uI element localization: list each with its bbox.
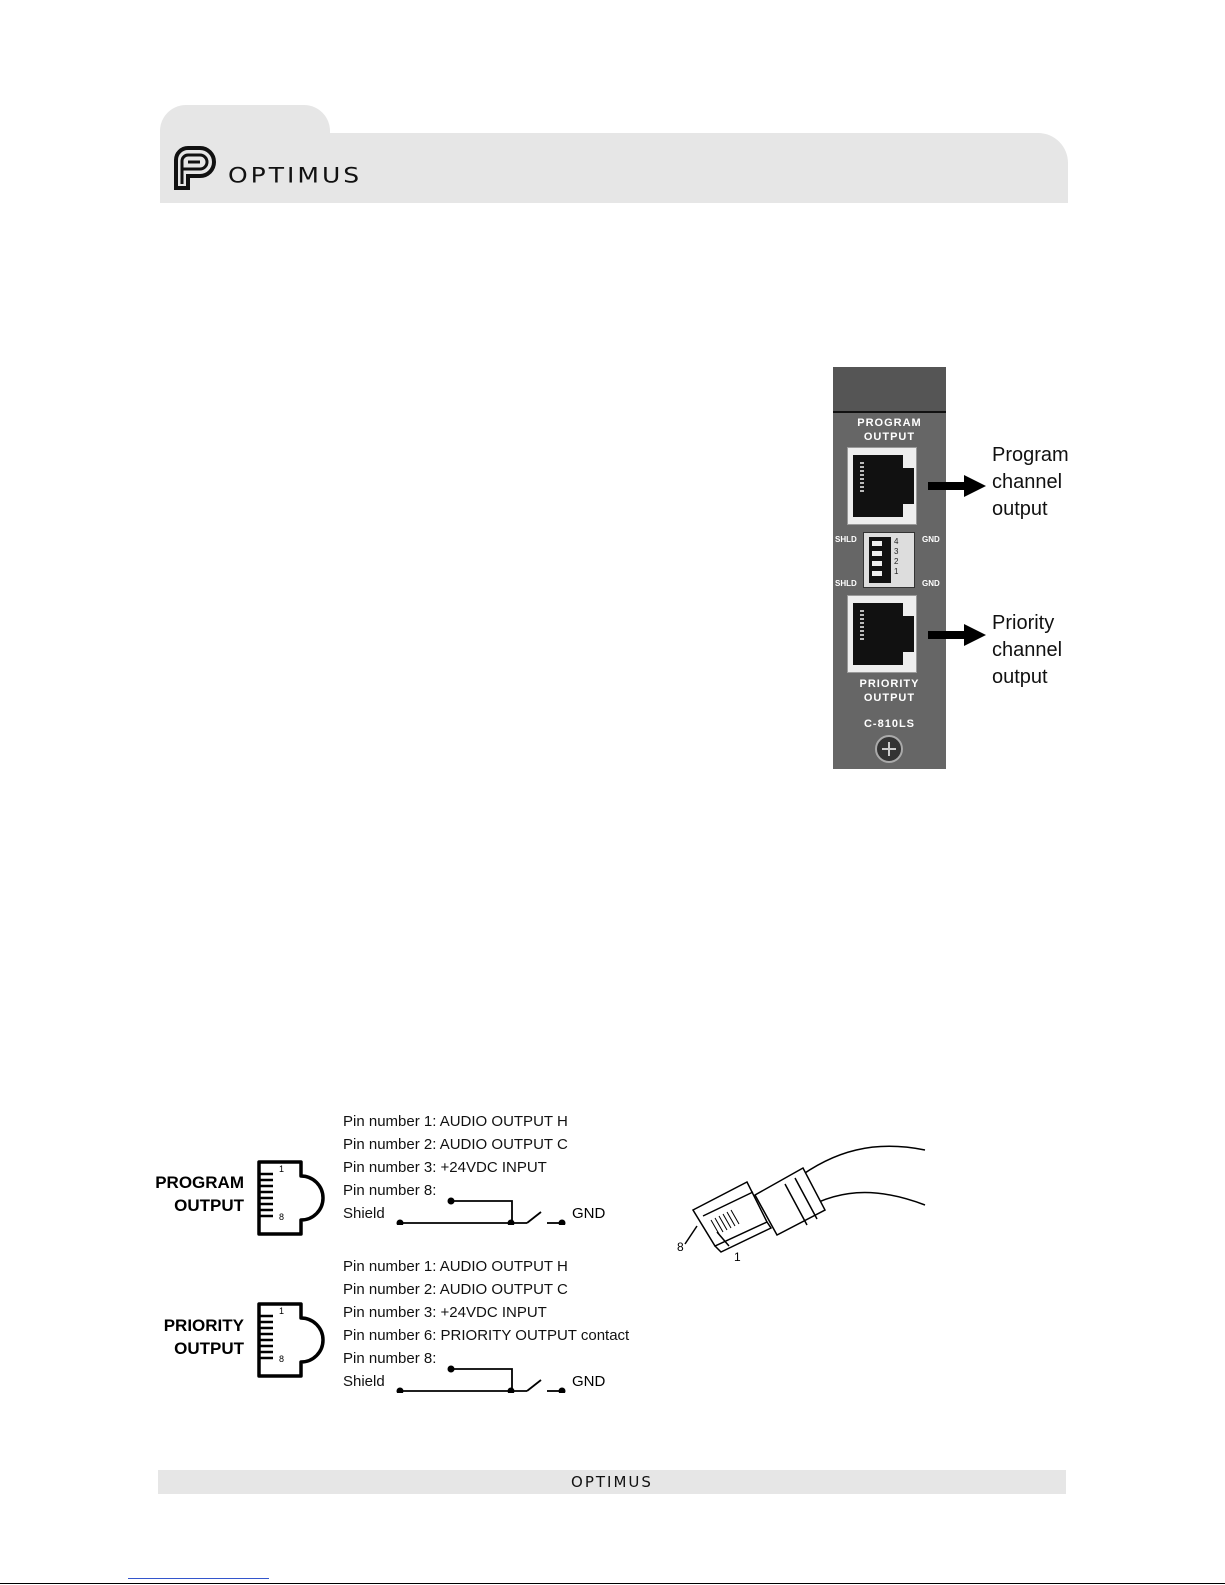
panel-divider [833, 411, 946, 413]
program-callout: Program channel output [992, 444, 1069, 520]
program-pin-line-8: Pin number 8: [343, 1182, 437, 1199]
optimus-logo-icon [170, 144, 218, 192]
panel-screw-icon [875, 735, 903, 763]
bottom-link-underline [128, 1578, 269, 1579]
dip-switch-3 [872, 551, 882, 556]
footer-bar [158, 1470, 1066, 1494]
gnd-label-bottom: GND [922, 579, 940, 588]
dip-number-2: 2 [894, 557, 899, 566]
priority-relay-contact-diagram [395, 1358, 575, 1393]
plug-pin-1-label: 1 [734, 1250, 741, 1264]
panel-program-label-2: OUTPUT [863, 431, 916, 443]
priority-shield-line: Shield [343, 1373, 385, 1390]
priority-pin-line-1: Pin number 1: AUDIO OUTPUT H [343, 1258, 568, 1275]
priority-arrow-icon [928, 624, 986, 646]
program-jack-pin-1: 1 [279, 1164, 285, 1174]
module-front-panel [833, 367, 946, 769]
dip-switch [863, 532, 915, 588]
dip-number-3: 3 [894, 547, 899, 556]
priority-pin-line-3: Pin number 3: +24VDC INPUT [343, 1304, 547, 1321]
dip-number-1: 1 [894, 567, 899, 576]
priority-gnd-label: GND [572, 1373, 606, 1390]
priority-output-jack [847, 595, 917, 673]
program-pin-line-3: Pin number 3: +24VDC INPUT [343, 1159, 547, 1176]
priority-jack-pin-1: 1 [279, 1306, 285, 1316]
header-logo-text: OPTIMUS [228, 163, 363, 188]
priority-jack-pin-8: 8 [279, 1354, 285, 1364]
program-gnd-label: GND [572, 1205, 606, 1222]
gnd-label-top: GND [922, 535, 940, 544]
priority-pin-line-2: Pin number 2: AUDIO OUTPUT C [343, 1281, 568, 1298]
dip-switch-4 [872, 541, 882, 546]
dip-switch-1 [872, 571, 882, 576]
priority-output-heading: PRIORITY OUTPUT [163, 1316, 244, 1358]
program-shield-line: Shield [343, 1205, 385, 1222]
rj45-plug-cable-icon [675, 1140, 935, 1265]
panel-program-label-1: PROGRAM [857, 417, 922, 429]
priority-pin-line-8: Pin number 8: [343, 1350, 437, 1367]
program-pin-line-1: Pin number 1: AUDIO OUTPUT H [343, 1113, 568, 1130]
priority-rj45-jack-icon [255, 1300, 325, 1380]
dip-number-4: 4 [894, 537, 899, 546]
program-output-heading: PROGRAM OUTPUT [155, 1173, 244, 1215]
panel-priority-label-2: OUTPUT [863, 692, 916, 704]
footer-logo-text: OPTIMUS [571, 1473, 653, 1491]
panel-priority-label-1: PRIORITY [859, 678, 920, 690]
panel-model-label: C-810LS [863, 718, 916, 730]
panel-top-strip [833, 367, 946, 412]
priority-callout: Priority channel output [992, 612, 1063, 688]
program-pin-line-2: Pin number 2: AUDIO OUTPUT C [343, 1136, 568, 1153]
priority-pin-line-6: Pin number 6: PRIORITY OUTPUT contact [343, 1327, 630, 1344]
shld-label-bottom: SHLD [835, 579, 857, 588]
program-jack-pin-8: 8 [279, 1212, 285, 1222]
plug-pin-8-label: 8 [677, 1240, 684, 1254]
program-output-jack [847, 447, 917, 525]
program-rj45-jack-icon [255, 1158, 325, 1238]
program-arrow-icon [928, 475, 986, 497]
bottom-rule [0, 1583, 1225, 1584]
program-relay-contact-diagram [395, 1190, 575, 1225]
dip-switch-2 [872, 561, 882, 566]
shld-label-top: SHLD [835, 535, 857, 544]
